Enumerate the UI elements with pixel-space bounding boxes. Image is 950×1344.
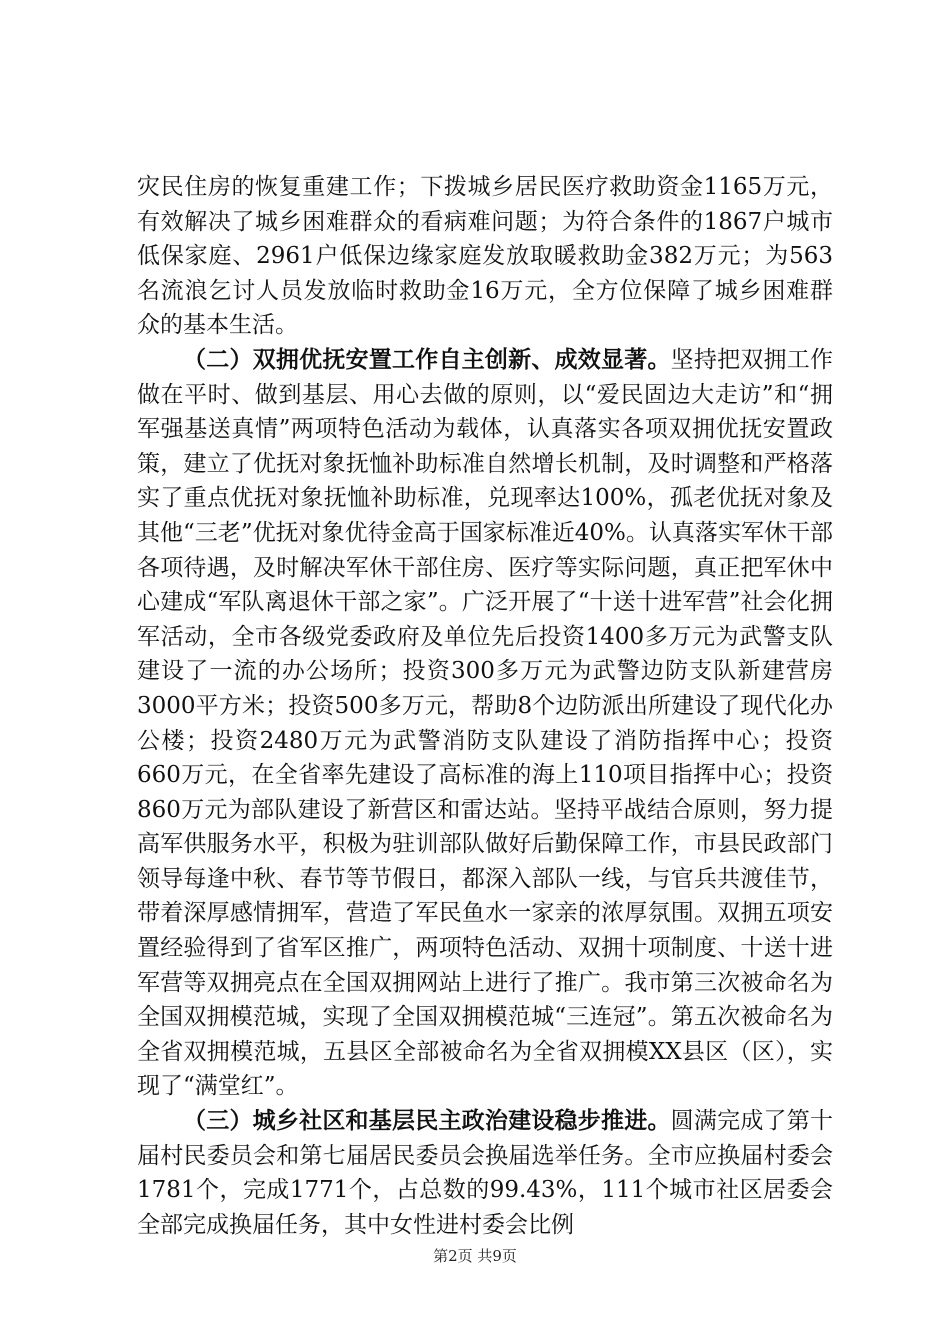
paragraph-relief	[137, 170, 833, 343]
paragraph-body: 灾民住房的恢复重建工作；下拨城乡居民医疗救助资金1165万元，有效解决了城乡困难群众的看病难问题；为符合条件的1867户城市低保家庭、2961户低保边缘家庭发放取暖救助金382万元；为563名流浪乞讨人员发放临时救助金16万元，全方位保障了城乡困难群众的基本生活。	[137, 174, 833, 339]
paragraph-body: 坚持把双拥工作做在平时、做到基层、用心去做的原则，以“爱民固边大走访”和“拥军强基送真情”两项特色活动为载体，认真落实各项双拥优抚安置政策，建立了优抚对象抚恤补助标准自然增长机制，及时调整和严格落实了重点优抚对象抚恤补助标准，兑现率达100%，孤老优抚对象及其他“三老”优抚对象优待金高于国家标准近40%。认真落实军休干部各项待遇，及时解决军休干部住房、医疗等实际问题，真正把军休中心建成“军队离退休干部之家”。广泛开展了“十送十进军营”社会化拥军活动，全市各级党委政府及单位先后投资1400多万元为武警支队建设了一流的办公场所；投资300多万元为武警边防支队新建营房3000平方米；投资500多万元，帮助8个边防派出所建设了现代化办公楼；投资2480万元为武警消防支队建设了消防指挥中心；投资660万元，在全省率先建设了高标准的海上110项目指挥中心；投资860万元为部队建设了新营区和雷达站。坚持平战结合原则，努力提高军供服务水平，积极为驻训部队做好后勤保障工作，市县民政部门领导每逢中秋、春节等节假日，都深入部队一线，与官兵共渡佳节，带着深厚感情拥军，营造了军民鱼水一家亲的浓厚氛围。双拥五项安置经验得到了省军区推广，两项特色活动、双拥十项制度、十送十进军营等双拥亮点在全国双拥网站上进行了推广。我市第三次被命名为全国双拥模范城，实现了全国双拥模范城“三连冠”。第五次被命名为全省双拥模范城，五县区全部被命名为全省双拥模XX县区（区），实现了“满堂红”。	[137, 346, 834, 1100]
section-heading: （三）城乡社区和基层民主政治建设稳步推进。	[183, 1108, 671, 1135]
paragraph-body: 圆满完成了第十届村民委员会和第七届居民委员会换届选举任务。全市应换届村委会1781个，完成1771个，占总数的99.43%，111个城市社区居委会全部完成换届任务，其中女性进村委会比例	[137, 1108, 834, 1238]
document-body	[137, 170, 833, 1242]
section-heading: （二）双拥优抚安置工作自主创新、成效显著。	[183, 346, 671, 373]
paragraph-double-support	[137, 343, 833, 1104]
page-number-footer: 第2页 共9页	[433, 1247, 517, 1265]
paragraph-community-democracy	[137, 1104, 833, 1242]
